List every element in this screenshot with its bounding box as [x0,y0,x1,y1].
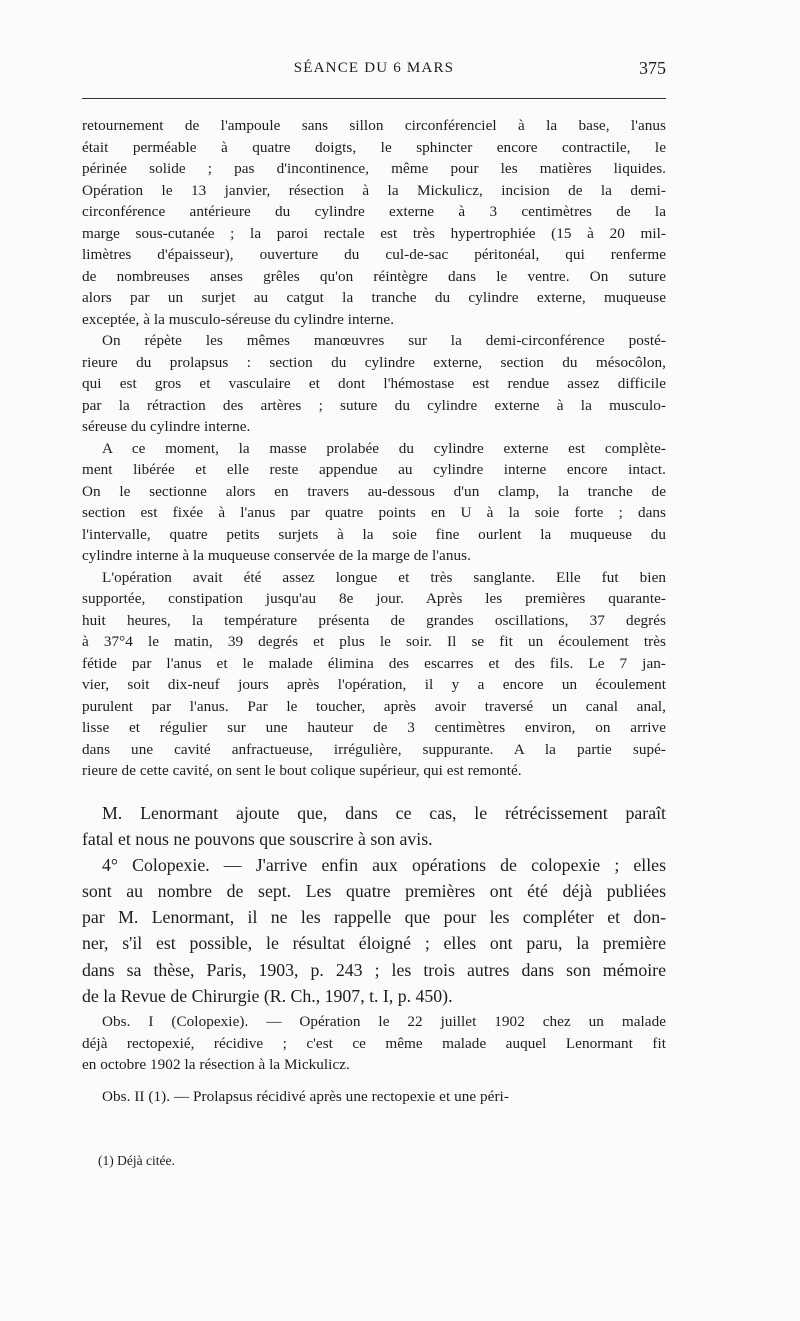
text-line: alors par un surjet au catgut la tranche du cylindre externe, muqueuse [82,289,666,306]
text-line: On le sectionne alors en travers au-dessous d'un clamp, la tranche de [82,482,666,500]
text-line: cylindre interne à la muqueuse conservée de la marge de l'anus. [82,547,471,564]
text-line: supportée, constipation jusqu'au 8e jour. Après les premières quarante- [82,590,666,607]
text-line: ner, s'il est possible, le résultat éloigné ; elles ont paru, la première [82,933,666,954]
paragraph [82,1086,666,1108]
text-line: était perméable à quatre doigts, le sphincter encore contractile, le [82,138,666,156]
body-text-small [82,115,666,782]
paragraph [82,800,666,852]
text-line: exceptée, à la musculo-séreuse du cylindre interne. [82,310,395,328]
page-number: 375 [639,58,666,78]
text-line: fétide par l'anus et le malade élimina des escarres et des fils. Le 7 jan- [82,654,666,672]
text-line: sont au nombre de sept. Les quatre premières ont été déjà publiées [82,881,666,902]
paragraph [82,438,666,567]
paragraph [82,852,666,1009]
running-title: SÉANCE DU 6 MARS [293,60,455,76]
footnote: (1) Déjà citée. [98,1153,175,1168]
paragraph [82,330,666,438]
text-line: 4° Colopexie. — J'arrive enfin aux opérations de colopexie ; elles [102,855,666,876]
text-line: à 37°4 le matin, 39 degrés et plus le soir. Il se fit un écoulement très [82,633,666,650]
text-line: circonférence antérieure du cylindre externe à 3 centimètres de la [82,203,666,220]
text-line: fatal et nous ne pouvons que souscrire à son avis. [82,829,433,850]
paragraph [82,567,666,782]
text-line: dans sa thèse, Paris, 1903, p. 243 ; les trois autres dans son mémoire [82,959,666,980]
header-rule [82,98,666,99]
text-line: déjà rectopexié, récidive ; c'est ce même malade auquel Lenormant fit [82,1034,666,1052]
body-text-large [82,800,666,1009]
text-line: Obs. II (1). — Prolapsus récidivé après une rectopexie et une péri- [102,1087,509,1105]
text-line: L'opération avait été assez longue et très sanglante. Elle fut bien [102,568,666,586]
text-line: qui est gros et vasculaire et dont l'hémostase est rendue assez difficile [82,375,666,392]
text-line: rieure de cette cavité, on sent le bout colique supérieur, qui est remonté. [82,762,522,779]
text-line: marge sous-cutanée ; la paroi rectale est très hypertrophiée (15 à 20 mil- [82,224,666,242]
text-line: purulent par l'anus. Par le toucher, après avoir traversé un canal anal, [82,697,666,715]
text-line: en octobre 1902 la résection à la Mickulicz. [82,1056,350,1073]
text-line: huit heures, la température présenta de grandes oscillations, 37 degrés [82,611,666,629]
text-line: retournement de l'ampoule sans sillon circonférenciel à la base, l'anus [82,117,666,134]
text-line: A ce moment, la masse prolabée du cylindre externe est complète- [102,439,666,457]
text-line: rieure du prolapsus : section du cylindre externe, section du mésocôlon, [82,353,666,371]
text-line: l'intervalle, quatre petits surjets à la soie fine ourlent la muqueuse du [82,525,666,543]
text-line: Obs. I (Colopexie). — Opération le 22 juillet 1902 chez un malade [102,1013,666,1030]
observations [82,1011,666,1107]
text-line: vier, soit dix-neuf jours après l'opération, il y a encore un écoulement [82,676,666,693]
text-line: limètres d'épaisseur), ouverture du cul-de-sac péritonéal, qui renferme [82,246,666,263]
text-line: M. Lenormant ajoute que, dans ce cas, le rétrécissement paraît [102,803,666,823]
text-line: périnée solide ; pas d'incontinence, même pour les matières liquides. [82,160,666,177]
text-line: ment libérée et elle reste appendue au cylindre interne encore intact. [82,461,666,478]
text-line: par la rétraction des artères ; suture du cylindre externe à la musculo- [82,396,666,414]
text-line: Opération le 13 janvier, résection à la Mickulicz, incision de la demi- [82,181,666,199]
running-head [82,60,666,84]
paragraph [82,115,666,330]
text-line: dans une cavité anfractueuse, irrégulière, suppurante. A la partie supé- [82,740,666,758]
text-line: lisse et régulier sur une hauteur de 3 centimètres environ, on arrive [82,719,666,736]
text-line: On répète les mêmes manœuvres sur la demi-circonférence posté- [102,332,666,349]
text-line: de la Revue de Chirurgie (R. Ch., 1907, t. I, p. 450). [82,985,453,1006]
text-line: section est fixée à l'anus par quatre points en U à la soie forte ; dans [82,504,666,521]
text-line: par M. Lenormant, il ne les rappelle que pour les compléter et don- [82,907,666,928]
paragraph [82,1011,666,1076]
text-line: séreuse du cylindre interne. [82,418,251,435]
text-line: de nombreuses anses grêles qu'on réintègre dans le ventre. On suture [82,267,666,285]
